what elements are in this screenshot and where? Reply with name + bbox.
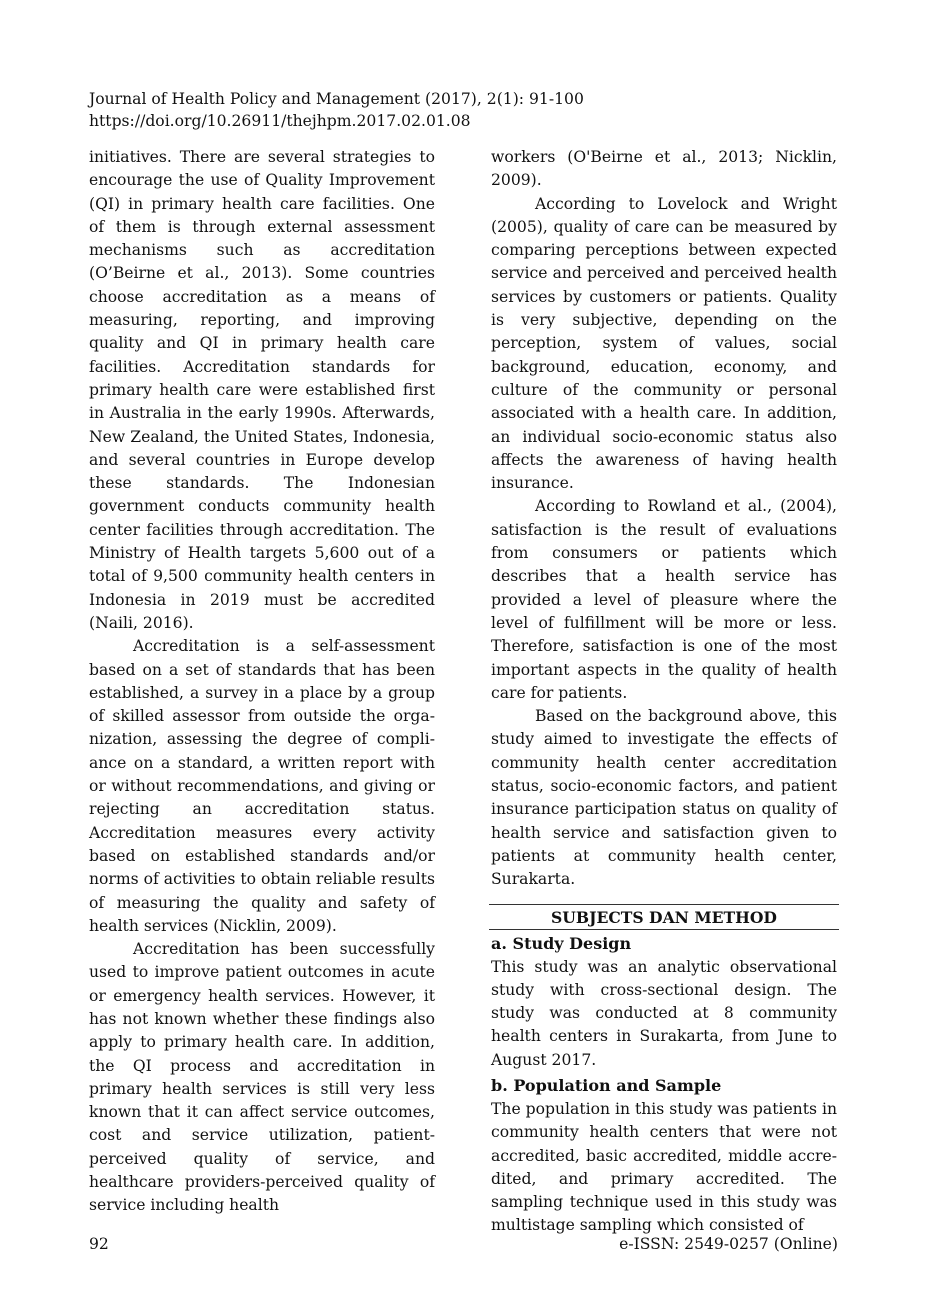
running-header	[89, 88, 584, 132]
subsection-heading: b. Population and Sample	[491, 1075, 722, 1095]
paragraph: initiatives. There are several strategies to encourage the use of Quality Improvement (QI) in primary health care facilities. One of them is through external assessment mechanisms such as accreditation (O’Beirne et al., 2013). Some countries choose accreditation as a means of measuring, reporting, and improving quality and QI in primary health care facilities. Accreditation standards for primary health care were established first in Australia in the early 1990s. Afterwards, New Zealand, the United States, Indonesia, and several countries in Europe develop these standards. The Indonesian government conducts community health center facilities through accreditation. The Ministry of Health targets 5,600 out of a total of 9,500 community health centers in Indonesia in 2019 must be accredited (Naili, 2016).	[89, 148, 435, 632]
section-heading: SUBJECTS DAN METHOD	[489, 904, 839, 930]
paragraph: According to Lovelock and Wright (2005), quality of care can be measured by comparing perceptions between expected service and perceived and perceived health services by customers or patients. Quality is very subjective, depending on the perception, system of values, social background, education, economy, and culture of the community or personal associated with a health care. In addition, an individual socio-economic status also affects the awareness of having health insurance.	[491, 194, 837, 493]
left-column	[89, 146, 435, 1218]
paragraph: According to Rowland et al., (2004), satisfaction is the result of evaluations from consumers or patients which describes that a health service has provided a level of pleasure where the level of fulfillment will be more or less. Therefore, satisfaction is one of the most important aspects in the quality of health care for patients.	[491, 497, 837, 702]
issn-label: e-ISSN: 2549-0257 (Online)	[619, 1235, 838, 1253]
paragraph: This study was an analytic observational study with cross-sectional design. The study was conducted at 8 community health centers in Surakarta, from June to August 2017.	[491, 957, 837, 1069]
subsection-heading: a. Study Design	[491, 933, 632, 953]
journal-citation: Journal of Health Policy and Management (2017), 2(1): 91-100	[89, 90, 584, 108]
page-number: 92	[89, 1235, 109, 1253]
paragraph: workers (O'Beirne et al., 2013; Nicklin, 2009).	[491, 148, 837, 190]
paragraph: Accreditation is a self-assessment based on a set of standards that has been established, a survey in a place by a group of skilled assessor from outside the organization, assessing the degree of compliance on a standard, a written report with or without recommendations, and giving or rejecting an accreditation status. Accreditation measures every activity based on established standards and/or norms of activities to obtain reliable results of measuring the quality and safety of health services (Nicklin, 2009).	[89, 637, 435, 935]
paragraph: Based on the background above, this study aimed to investigate the effects of community health center accreditation status, socio-economic factors, and patient insurance participation status on quality of health service and satisfaction given to patients at community health center, Surakarta.	[491, 707, 837, 889]
doi-link[interactable]: https://doi.org/10.26911/thejhpm.2017.02.01.08	[89, 112, 471, 130]
right-column	[491, 146, 837, 1238]
paragraph: The population in this study was patients in community health centers that were not accredited, basic accredited, middle accredited, and primary accredited. The sampling technique used in this study was multistage sampling which consisted of	[491, 1099, 837, 1235]
paragraph: Accreditation has been successfully used to improve patient outcomes in acute or emergency health services. However, it has not known whether these findings also apply to primary health care. In addition, the QI process and accreditation in primary health services is still very less known that it can affect service outcomes, cost and service utilization, patient-perceived quality of service, and healthcare providers-perceived quality of service including health	[89, 940, 435, 1215]
